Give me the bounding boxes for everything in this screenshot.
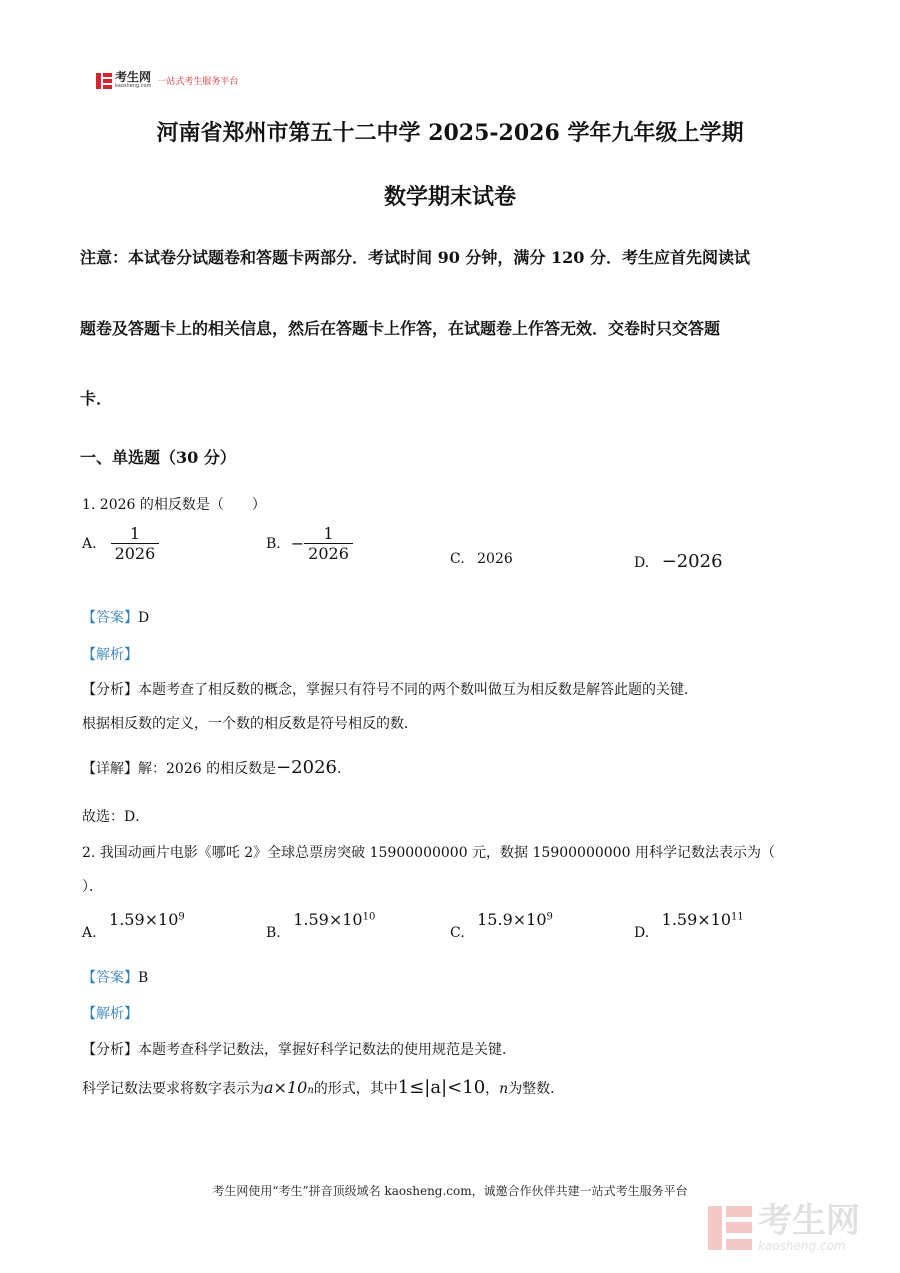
logo-name: 考生网: [115, 70, 152, 84]
option-label: A.: [82, 925, 97, 941]
fenxi-tag: 【分析】: [82, 682, 138, 698]
fraction: [111, 524, 160, 563]
q1-stem: 1. 2026 的相反数是（ ）: [82, 497, 266, 513]
section-heading: 一、单选题（30 分）: [80, 448, 236, 467]
q1-analysis-tag: 【解析】: [82, 647, 138, 663]
detail-mid: 的相反数是: [201, 761, 277, 777]
header-logo: [96, 72, 238, 89]
rule-text: 为整数．: [508, 1081, 565, 1097]
answer-value: D: [138, 610, 150, 626]
rule-expression: a×10: [264, 1078, 308, 1097]
option-base: 1.59×10: [661, 910, 732, 929]
numerator: 1: [323, 524, 334, 543]
notice-line-2: 题卷及答题卡上的相关信息，然后在答题卡上作答，在试题卷上作答无效．交卷时只交答题: [80, 319, 721, 338]
option-label: D.: [634, 925, 650, 941]
logo-icon: [96, 73, 112, 89]
q1-fenxi-2: 根据相反数的定义，一个数的相反数是符号相反的数．: [82, 716, 418, 732]
q2-stem: [82, 842, 775, 862]
rule-variable: n: [499, 1081, 509, 1097]
q2-option-d: [634, 910, 744, 941]
q2-stem-end: ）．: [82, 879, 103, 895]
notice-line-3: 卡．: [80, 389, 113, 408]
fenxi-text: 本题考查科学记数法，掌握好科学记数法的使用规范是关键．: [138, 1042, 516, 1058]
stem-part: 元，数据: [467, 845, 533, 861]
q2-analysis-tag: 【解析】: [82, 1006, 138, 1022]
option-value: −2026: [661, 551, 723, 572]
option-exponent: 10: [362, 911, 376, 923]
fenxi-text: 本题考查了相反数的概念，掌握只有符号不同的两个数叫做互为相反数是解答此题的关键．: [138, 682, 698, 698]
answer-tag: 【答案】: [82, 610, 138, 626]
option-label: C.: [450, 551, 465, 567]
rule-condition: 1≤|a|<10: [397, 1077, 486, 1098]
option-label: B.: [266, 535, 281, 552]
stem-part: 用科学记数法表示为（: [630, 845, 775, 861]
fenxi-tag: 【分析】: [82, 1042, 138, 1058]
detail-pre: 解：: [138, 761, 166, 777]
q1-detail: [82, 757, 351, 778]
denominator: 2026: [304, 543, 353, 563]
detail-end: ．: [336, 761, 351, 777]
q2-rule: [82, 1077, 564, 1098]
option-exponent: 9: [178, 911, 185, 923]
stem-number: 15900000000: [532, 845, 631, 861]
option-base: 1.59×10: [293, 910, 363, 929]
watermark-name: 考生网: [758, 1201, 860, 1241]
stem-part: 2. 我国动画片电影《哪吒 2》全球总票房突破: [82, 845, 370, 861]
fraction: [304, 524, 353, 563]
option-label: B.: [266, 925, 281, 941]
q2-fenxi: [82, 1039, 516, 1059]
page-title: 河南省郑州市第五十二中学 2025-2026 学年九年级上学期: [156, 120, 744, 146]
option-exponent: 11: [731, 911, 744, 923]
q2-option-a: [82, 910, 185, 941]
answer-tag: 【答案】: [82, 970, 138, 986]
q1-fenxi: [82, 679, 698, 699]
minus-sign: −: [290, 534, 305, 553]
q1-choose: 故选：D．: [82, 809, 150, 825]
watermark: [708, 1203, 860, 1253]
rule-exponent: n: [307, 1085, 314, 1096]
option-label: D.: [634, 555, 650, 571]
answer-value: B: [138, 970, 149, 986]
q2-answer: [82, 967, 148, 987]
rule-text: ，: [485, 1081, 500, 1097]
q1-option-b: [266, 524, 353, 563]
detail-num: 2026: [166, 761, 202, 777]
page-subtitle: 数学期末试卷: [383, 184, 516, 210]
rule-text: 科学记数法要求将数字表示为: [82, 1081, 264, 1097]
notice-line-1: 注意：本试卷分试题卷和答题卡两部分．考试时间 90 分钟，满分 120 分．考生应首先阅读试: [80, 248, 750, 267]
rule-text: 的形式，其中: [313, 1081, 398, 1097]
logo-domain: kaosheng.com: [115, 83, 152, 89]
option-base: 1.59×10: [109, 910, 179, 929]
q1-option-a: [82, 524, 159, 563]
page-footer: 考生网使用“考生”拼音顶级域名 kaosheng.com，诚邀合作伙伴共建一站式考生服务平台: [212, 1184, 688, 1198]
option-exponent: 9: [546, 911, 553, 923]
option-label: C.: [450, 925, 465, 941]
q2-option-c: [450, 910, 553, 941]
q2-option-b: [266, 910, 376, 941]
option-value: 2026: [477, 551, 513, 567]
numerator: 1: [129, 524, 141, 543]
q1-answer: [82, 607, 149, 627]
option-base: 15.9×10: [477, 910, 547, 929]
watermark-logo-icon: [708, 1206, 752, 1250]
denominator: 2026: [111, 543, 160, 563]
stem-number: 15900000000: [369, 845, 468, 861]
watermark-domain: kaosheng.com: [758, 1239, 846, 1253]
q1-option-d: [634, 551, 723, 572]
detail-tag: 【详解】: [82, 761, 138, 777]
option-label: A.: [82, 535, 97, 552]
logo-slogan: 一站式考生服务平台: [157, 77, 239, 87]
q1-option-c: [450, 551, 513, 567]
detail-value: −2026: [276, 757, 337, 778]
